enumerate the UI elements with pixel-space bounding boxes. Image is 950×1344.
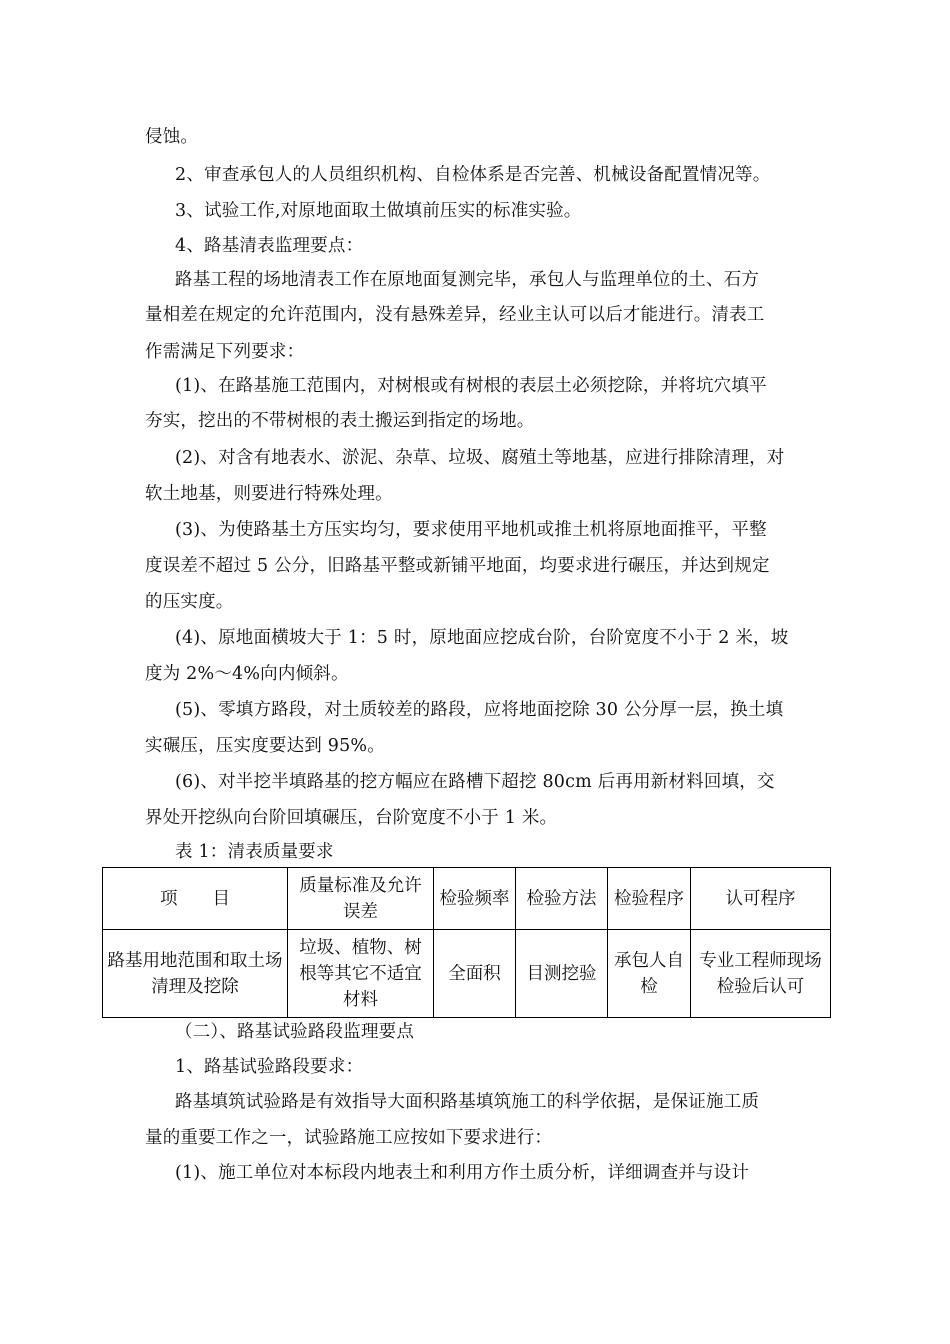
cell-standard: 垃圾、植物、树根等其它不适宜材料 xyxy=(288,930,434,1018)
text-line: 量的重要工作之一，试验路施工应按如下要求进行： xyxy=(145,1128,553,1148)
cell-procedure: 承包人自检 xyxy=(608,930,691,1018)
text-line: 界处开挖纵向台阶回填碾压，台阶宽度不小于 1 米。 xyxy=(145,808,558,828)
text-line: 1、路基试验路段要求： xyxy=(175,1057,364,1077)
text-line: 实碾压，压实度要达到 95%。 xyxy=(145,736,385,756)
text-line: (4)、原地面横坡大于 1：5 时，原地面应挖成台阶，台阶宽度不小于 2 米，坡 xyxy=(175,628,789,648)
text-line: 侵蚀。 xyxy=(145,127,199,147)
cell-frequency: 全面积 xyxy=(434,930,516,1018)
header-cell-frequency: 检验频率 xyxy=(434,868,516,930)
cell-method: 目测挖验 xyxy=(516,930,608,1018)
table-row xyxy=(103,930,831,1018)
header-cell-item: 项 目 xyxy=(103,868,288,930)
cell-item: 路基用地范围和取土场清理及挖除 xyxy=(103,930,288,1018)
text-line: 4、路基清表监理要点： xyxy=(175,236,364,256)
text-line: (3)、为使路基土方压实均匀，要求使用平地机或推土机将原地面推平，平整 xyxy=(175,520,767,540)
text-line: 2、审查承包人的人员组织机构、自检体系是否完善、机械设备配置情况等。 xyxy=(175,165,771,185)
text-line: 的压实度。 xyxy=(145,592,234,612)
text-line: (1)、施工单位对本标段内地表土和利用方作土质分析，详细调查并与设计 xyxy=(175,1163,750,1183)
text-line: 软土地基，则要进行特殊处理。 xyxy=(145,484,393,504)
text-line: 度误差不超过 5 公分，旧路基平整或新铺平地面，均要求进行碾压，并达到规定 xyxy=(145,556,770,576)
header-cell-approval: 认可程序 xyxy=(691,868,831,930)
text-line: 量相差在规定的允许范围内，没有悬殊差异，经业主认可以后才能进行。清表工 xyxy=(145,305,765,325)
table-header-row xyxy=(103,868,831,930)
text-line: 路基工程的场地清表工作在原地面复测完毕，承包人与监理单位的土、石方 xyxy=(175,270,760,290)
text-line: 表 1：清表质量要求 xyxy=(175,842,334,862)
text-line: (6)、对半挖半填路基的挖方幅应在路槽下超挖 80cm 后再用新材料回填，交 xyxy=(175,772,775,792)
text-line: 度为 2%～4%向内倾斜。 xyxy=(145,664,349,684)
header-cell-method: 检验方法 xyxy=(516,868,608,930)
quality-requirements-table xyxy=(102,867,831,1018)
text-line: (1)、在路基施工范围内，对树根或有树根的表层土必须挖除，并将坑穴填平 xyxy=(175,376,767,396)
text-line: 3、试验工作,对原地面取土做填前压实的标准实验。 xyxy=(175,201,582,221)
cell-approval: 专业工程师现场检验后认可 xyxy=(691,930,831,1018)
text-line: (5)、零填方路段，对土质较差的路段，应将地面挖除 30 公分厚一层，换土填 xyxy=(175,700,784,720)
text-line: 路基填筑试验路是有效指导大面积路基填筑施工的科学依据，是保证施工质 xyxy=(175,1092,760,1112)
text-line: 作需满足下列要求： xyxy=(145,342,305,362)
text-line: (2)、对含有地表水、淤泥、杂草、垃圾、腐殖土等地基，应进行排除清理，对 xyxy=(175,448,785,468)
text-line: （二）、路基试验路段监理要点 xyxy=(175,1022,415,1042)
header-cell-procedure: 检验程序 xyxy=(608,868,691,930)
text-line: 夯实，挖出的不带树根的表土搬运到指定的场地。 xyxy=(145,411,535,431)
header-cell-standard: 质量标准及允许误差 xyxy=(288,868,434,930)
